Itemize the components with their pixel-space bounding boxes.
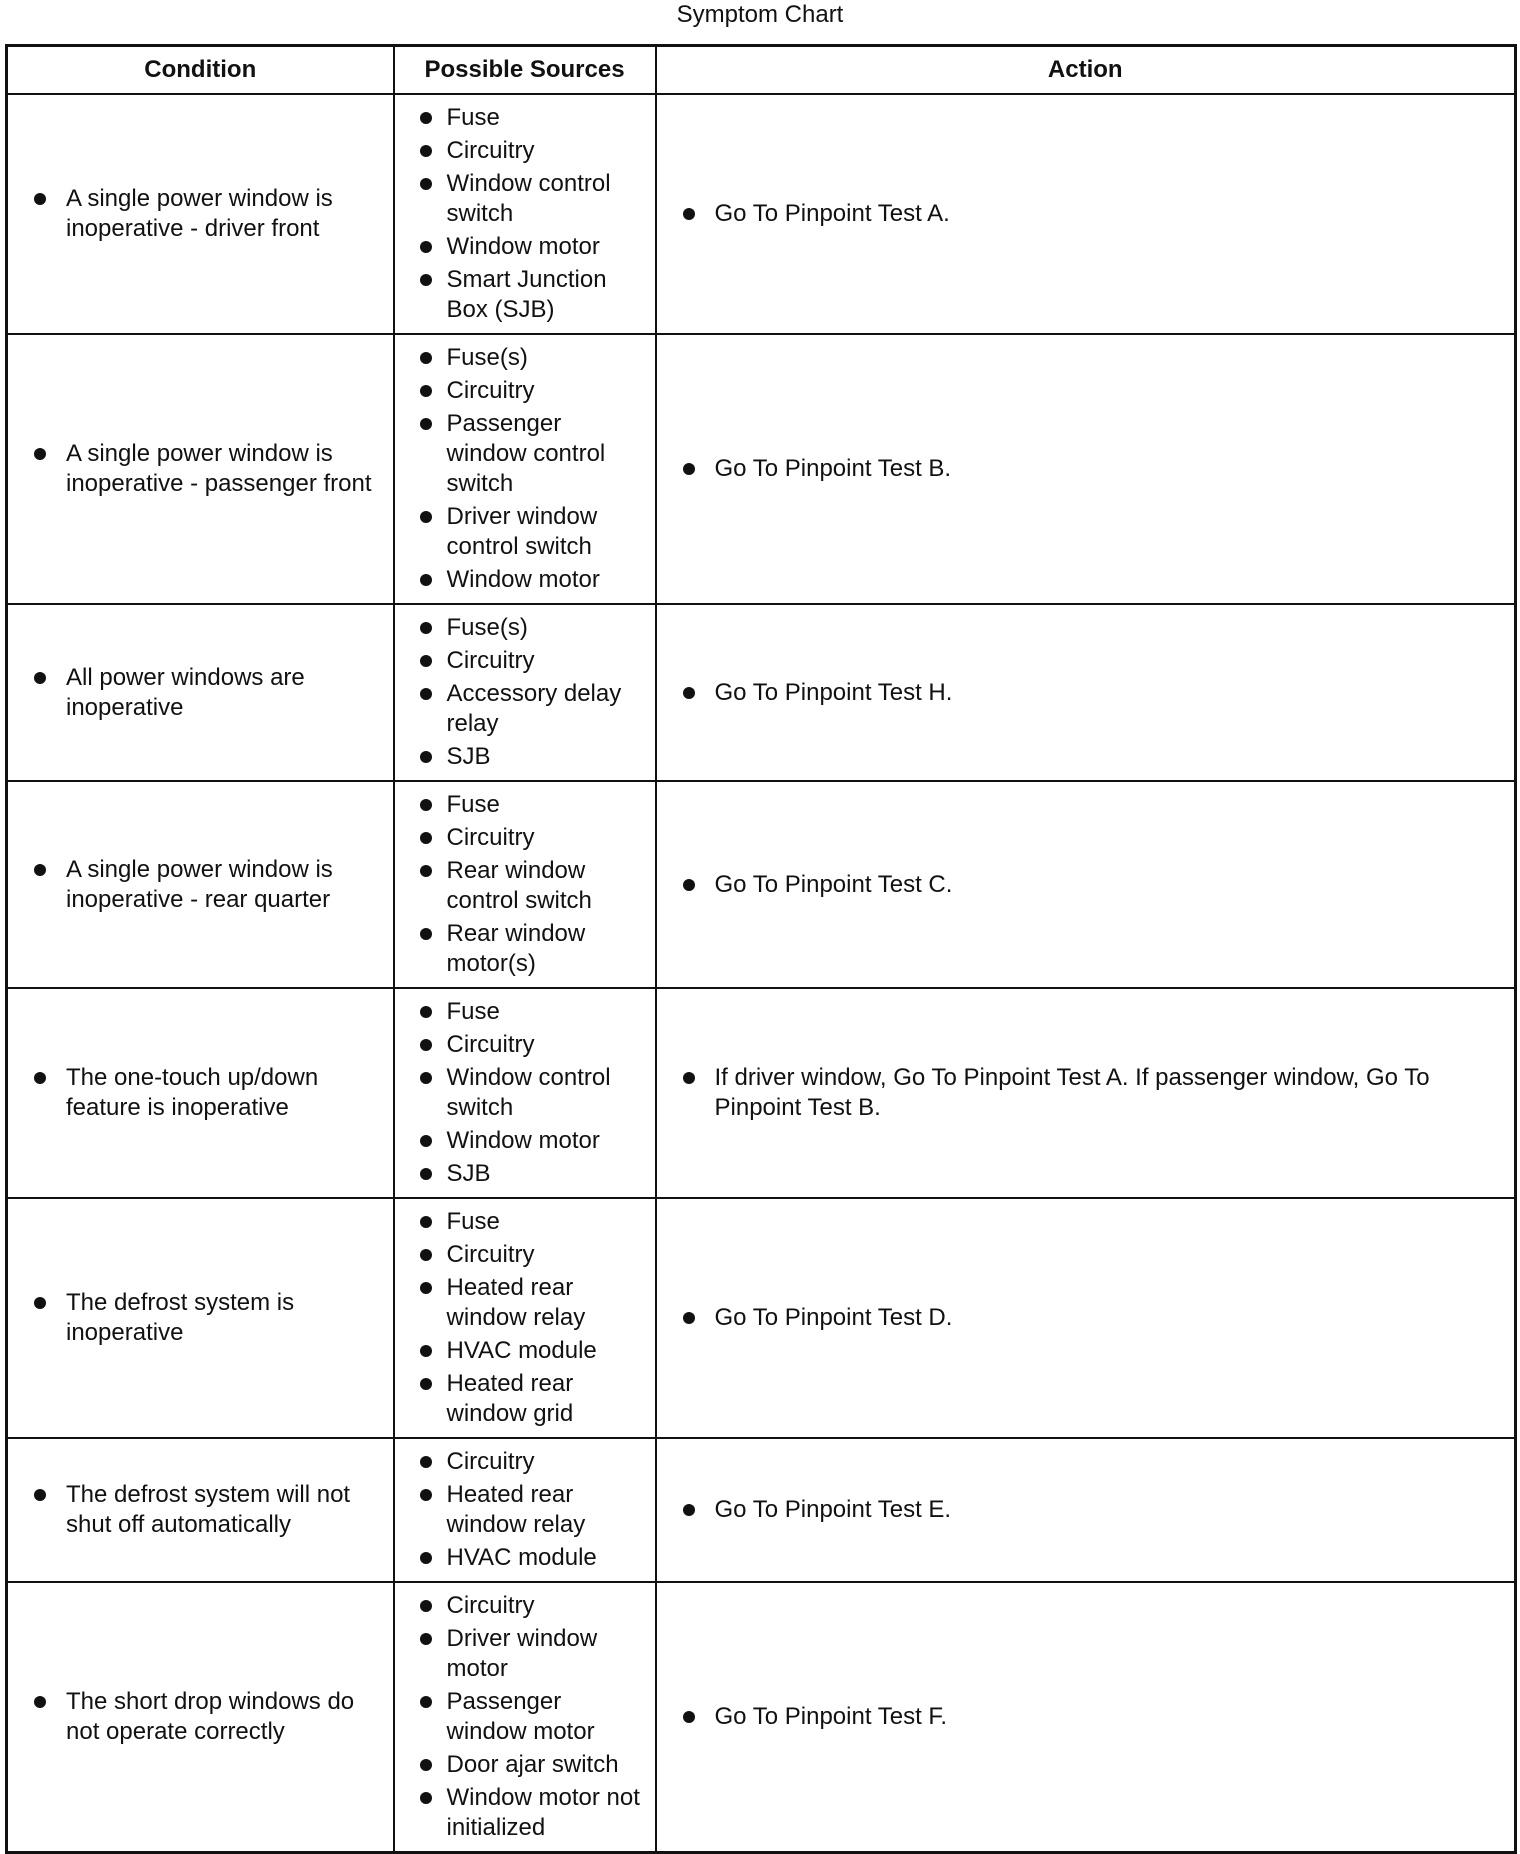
source-item: Driver window motor (420, 1624, 647, 1684)
action-text: Go To Pinpoint Test C. (679, 870, 1487, 900)
sources-cell (394, 1198, 656, 1438)
condition-cell (7, 1582, 394, 1853)
source-item: Fuse(s) (420, 613, 647, 643)
table-row (7, 94, 1516, 334)
action-text: Go To Pinpoint Test D. (679, 1303, 1487, 1333)
header-condition: Condition (7, 46, 394, 95)
action-cell (656, 781, 1516, 988)
symptom-table (5, 44, 1517, 1854)
action-text: Go To Pinpoint Test H. (679, 678, 1487, 708)
condition-text: All power windows are inoperative (30, 663, 377, 723)
source-item: Fuse (420, 790, 647, 820)
source-item: Window motor (420, 232, 647, 262)
action-cell (656, 1438, 1516, 1582)
source-item: Circuitry (420, 646, 647, 676)
table-row (7, 1438, 1516, 1582)
source-item: SJB (420, 742, 647, 772)
condition-text: The defrost system will not shut off automatically (30, 1480, 377, 1540)
source-item: Heated rear window grid (420, 1369, 647, 1429)
source-item: Circuitry (420, 136, 647, 166)
sources-cell (394, 1582, 656, 1853)
action-cell (656, 1582, 1516, 1853)
header-possible-sources: Possible Sources (394, 46, 656, 95)
action-text: If driver window, Go To Pinpoint Test A. If passenger window, Go To Pinpoint Test B. (679, 1063, 1487, 1123)
source-item: Passenger window control switch (420, 409, 647, 499)
source-item: Window control switch (420, 169, 647, 229)
source-item: Driver window control switch (420, 502, 647, 562)
table-row (7, 334, 1516, 604)
condition-cell (7, 604, 394, 781)
source-item: HVAC module (420, 1543, 647, 1573)
condition-cell (7, 781, 394, 988)
condition-text: A single power window is inoperative - driver front (30, 184, 377, 244)
condition-text: The defrost system is inoperative (30, 1288, 377, 1348)
source-item: Fuse(s) (420, 343, 647, 373)
source-item: Fuse (420, 103, 647, 133)
source-item: Accessory delay relay (420, 679, 647, 739)
action-cell (656, 334, 1516, 604)
sources-cell (394, 334, 656, 604)
condition-text: The one-touch up/down feature is inoperative (30, 1063, 377, 1123)
table-row (7, 1582, 1516, 1853)
action-cell (656, 988, 1516, 1198)
source-item: Circuitry (420, 1240, 647, 1270)
condition-cell (7, 988, 394, 1198)
condition-text: The short drop windows do not operate correctly (30, 1687, 377, 1747)
sources-cell (394, 781, 656, 988)
action-cell (656, 94, 1516, 334)
condition-cell (7, 1198, 394, 1438)
condition-cell (7, 334, 394, 604)
table-row (7, 988, 1516, 1198)
source-item: Circuitry (420, 1447, 647, 1477)
source-item: Circuitry (420, 1591, 647, 1621)
source-item: SJB (420, 1159, 647, 1189)
action-text: Go To Pinpoint Test E. (679, 1495, 1487, 1525)
header-row (7, 46, 1516, 95)
sources-cell (394, 1438, 656, 1582)
source-item: Rear window control switch (420, 856, 647, 916)
source-item: Heated rear window relay (420, 1480, 647, 1540)
source-item: Window motor (420, 1126, 647, 1156)
source-item: Window control switch (420, 1063, 647, 1123)
source-item: Circuitry (420, 376, 647, 406)
source-item: Heated rear window relay (420, 1273, 647, 1333)
condition-text: A single power window is inoperative - rear quarter (30, 855, 377, 915)
sources-cell (394, 604, 656, 781)
source-item: HVAC module (420, 1336, 647, 1366)
condition-cell (7, 94, 394, 334)
sources-cell (394, 988, 656, 1198)
source-item: Window motor not initialized (420, 1783, 647, 1843)
source-item: Window motor (420, 565, 647, 595)
source-item: Passenger window motor (420, 1687, 647, 1747)
action-cell (656, 1198, 1516, 1438)
header-action: Action (656, 46, 1516, 95)
source-item: Rear window motor(s) (420, 919, 647, 979)
table-row (7, 604, 1516, 781)
sources-cell (394, 94, 656, 334)
source-item: Fuse (420, 997, 647, 1027)
action-text: Go To Pinpoint Test F. (679, 1702, 1487, 1732)
source-item: Fuse (420, 1207, 647, 1237)
condition-text: A single power window is inoperative - passenger front (30, 439, 377, 499)
source-item: Circuitry (420, 823, 647, 853)
condition-cell (7, 1438, 394, 1582)
source-item: Door ajar switch (420, 1750, 647, 1780)
source-item: Smart Junction Box (SJB) (420, 265, 647, 325)
table-row (7, 1198, 1516, 1438)
source-item: Circuitry (420, 1030, 647, 1060)
action-cell (656, 604, 1516, 781)
table-row (7, 781, 1516, 988)
chart-title: Symptom Chart (676, 1, 844, 28)
action-text: Go To Pinpoint Test A. (679, 199, 1487, 229)
action-text: Go To Pinpoint Test B. (679, 454, 1487, 484)
